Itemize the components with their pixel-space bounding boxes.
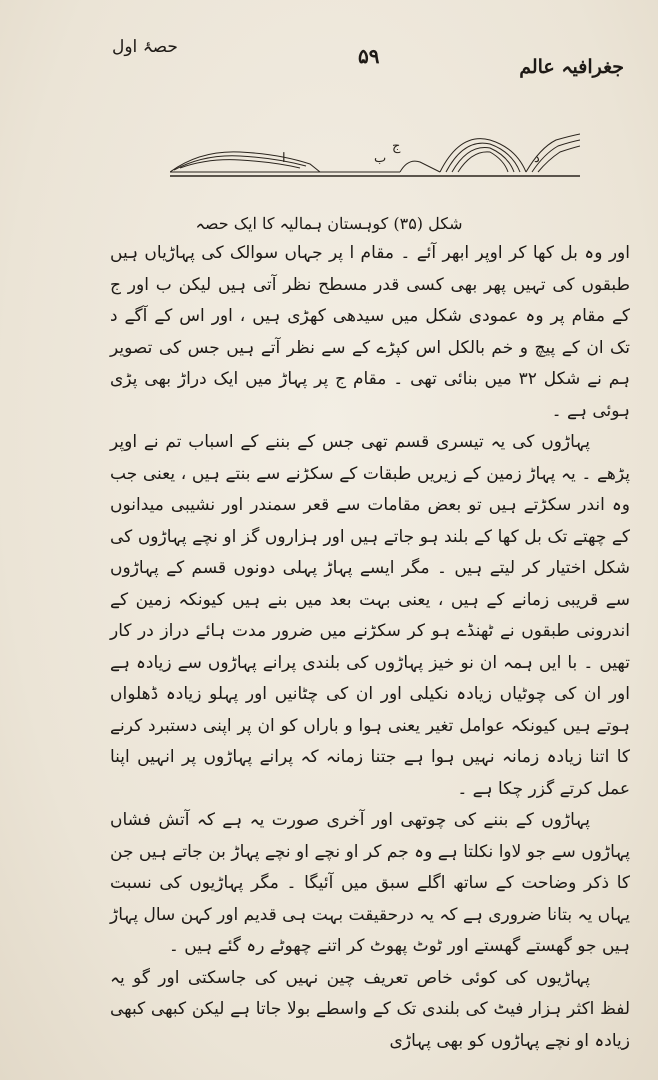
figure-caption: شکل (۳۵) کوہستان ہمالیہ کا ایک حصہ bbox=[195, 214, 463, 233]
page-number: ۵۹ bbox=[358, 44, 380, 68]
section-label: حصۂ اول bbox=[112, 37, 178, 57]
figure-label-b: ب bbox=[374, 151, 387, 166]
paragraph: پہاڑوں کے بننے کی چوتھی اور آخری صورت یہ ہے کہ آتش فشاں پہاڑوں سے جو لاوا نکلتا ہے وہ جم کر او نچے او نچے پہاڑ بن جاتے ہیں جن کا ذکر وضاحت کے ساتھ اگلے سبق میں آئیگا ۔ مگر پہاڑیوں کی نسبت یہاں یہ بتانا ضروری ہے کہ یہ درحقیقت بہت ہی قدیم اور کہن سال پہاڑ ہیں جو گھستے گھستے اور ٹوٹ پھوٹ کر اتنے چھوٹے رہ گئے ہیں ۔ bbox=[110, 810, 630, 956]
body-text bbox=[110, 238, 630, 1057]
paragraph: پہاڑیوں کی کوئی خاص تعریف چین نہیں کی جاسکتی اور گو یہ لفظ اکثر ہزار فیٹ کی بلندی تک کے واسطے بولا جاتا ہے لیکن کبھی کبھی زیادہ او نچے پہاڑوں کو بھی پہاڑی bbox=[110, 967, 630, 1051]
figure-label-d: د bbox=[534, 151, 540, 166]
figure-label-a: ا bbox=[282, 151, 286, 166]
paragraph: پہاڑوں کی یہ تیسری قسم تھی جس کے بننے کے اسباب تم نے اوپر پڑھے ۔ یہ پہاڑ زمین کے زیریں طبقات کے سکڑنے سے بنتے ہیں ، یعنی جب وہ اندر سکڑتے ہیں تو بعض مقامات سے قعر سمندر اور نشیبی میدانوں کے چھتے تک بل کھا کے بلند ہو جاتے ہیں اور ہزاروں گز او نچے پہاڑوں کی شکل اختیار کر لیتے ہیں ۔ مگر ایسے پہاڑ پہلی دونوں قسم کے پہاڑوں سے قریبی زمانے کے ہیں ، یعنی بہت بعد میں بنے ہیں کیونکہ زمین کے اندرونی طبقوں نے ٹھنڈے ہو کر سکڑنے میں ضرور مدت ہائے دراز در کار تھیں ۔ با ایں ہمہ ان نو خیز پہاڑوں کی بلندی پرانے پہاڑوں سے زیادہ ہے اور ان کی چوٹیاں زیادہ نکیلی اور ان کی چٹانیں اور پہلو زیادہ ڈھلواں ہوتے ہیں کیونکہ عوامل تغیر یعنی ہوا و باراں کو ان پر اپنی دستبرد کرنے کا اتنا زیادہ زمانہ نہیں ہوا ہے جتنا زمانہ کہ پرانے پہاڑوں پر انہیں اپنا عمل کرتے گزر چکا ہے ۔ bbox=[110, 432, 630, 799]
paragraph: اور وہ بل کھا کر اوپر ابھر آئے ۔ مقام ا پر جہاں سوالک کی پہاڑیاں ہیں طبقوں کی تہیں پھر بھی کسی قدر مسطح نظر آتی ہیں لیکن ب اور ج کے مقام پر وہ عمودی شکل میں سیدھی کھڑی ہیں ، اور اس کے آگے د تک ان کے پیچ و خم بالکل اس کپڑے کے سے نظر آتے ہیں جس کی تصویر ہم نے شکل ۳۲ میں بنائی تھی ۔ مقام ج پر پہاڑ میں ایک دراڑ بھی پڑی ہوئی ہے ۔ bbox=[110, 243, 631, 421]
book-title: جغرافیہ عالم bbox=[519, 56, 624, 78]
mountain-section-figure bbox=[170, 128, 580, 188]
figure-label-j: ج bbox=[392, 139, 401, 154]
